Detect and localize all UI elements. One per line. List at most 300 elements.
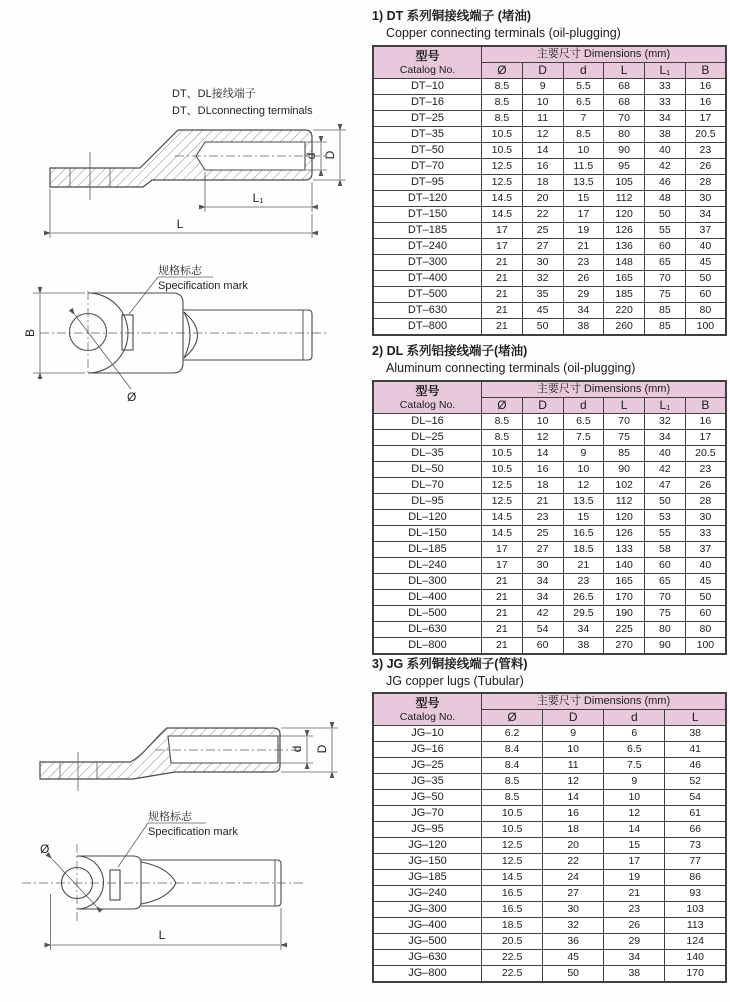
dimension-value-cell: 10 bbox=[522, 95, 563, 111]
dimension-value-cell: 8.5 bbox=[482, 430, 523, 446]
table-row bbox=[373, 590, 726, 606]
dimension-value-cell: 75 bbox=[604, 430, 645, 446]
dimension-value-cell: 15 bbox=[563, 191, 604, 207]
dimension-value-cell: 11 bbox=[543, 758, 604, 774]
dimension-value-cell: 21 bbox=[482, 574, 523, 590]
dimension-value-cell: 6.5 bbox=[563, 95, 604, 111]
table-row bbox=[373, 319, 726, 336]
dimension-value-cell: 7 bbox=[563, 111, 604, 127]
catalog-no-cell: JG–50 bbox=[373, 790, 482, 806]
catalog-no-cell: DL–70 bbox=[373, 478, 482, 494]
spec-mark-label-cn: 规格标志 bbox=[158, 265, 202, 277]
dimension-value-cell: 70 bbox=[604, 414, 645, 430]
dimension-value-cell: 33 bbox=[685, 526, 726, 542]
dimension-value-cell: 30 bbox=[685, 510, 726, 526]
dimension-value-cell: 50 bbox=[645, 494, 686, 510]
dimension-value-cell: 27 bbox=[522, 239, 563, 255]
table-row bbox=[373, 622, 726, 638]
catalog-no-cell: JG–16 bbox=[373, 742, 482, 758]
table-row bbox=[373, 806, 726, 822]
catalog-no-cell: JG–120 bbox=[373, 838, 482, 854]
dimension-value-cell: 185 bbox=[604, 287, 645, 303]
dimension-value-cell: 32 bbox=[645, 414, 686, 430]
dimension-value-cell: 19 bbox=[563, 223, 604, 239]
dimension-value-cell: 60 bbox=[522, 638, 563, 655]
dimension-column-header: D bbox=[522, 63, 563, 79]
dimension-value-cell: 90 bbox=[645, 638, 686, 655]
table-row bbox=[373, 430, 726, 446]
dimension-value-cell: 40 bbox=[645, 143, 686, 159]
dimension-value-cell: 7.5 bbox=[604, 758, 665, 774]
dimension-value-cell: 102 bbox=[604, 478, 645, 494]
dimension-value-cell: 37 bbox=[685, 223, 726, 239]
dimension-value-cell: 80 bbox=[645, 622, 686, 638]
dimension-value-cell: 26 bbox=[685, 478, 726, 494]
dimension-value-cell: 26.5 bbox=[563, 590, 604, 606]
dimension-value-cell: 17 bbox=[604, 854, 665, 870]
dimension-value-cell: 60 bbox=[685, 287, 726, 303]
dimension-value-cell: 170 bbox=[665, 966, 726, 983]
dimension-value-cell: 12.5 bbox=[482, 854, 543, 870]
dimension-value-cell: 103 bbox=[665, 902, 726, 918]
dimension-value-cell: 38 bbox=[563, 319, 604, 336]
catalog-header-cn: 型号 bbox=[415, 695, 440, 710]
catalog-header-cn: 型号 bbox=[415, 383, 440, 398]
catalog-no-cell: DT–70 bbox=[373, 159, 482, 175]
dimension-value-cell: 8.5 bbox=[482, 774, 543, 790]
dimension-value-cell: 6 bbox=[604, 726, 665, 742]
dimension-value-cell: 13.5 bbox=[563, 494, 604, 510]
dl-dimensions-table bbox=[372, 380, 727, 655]
dimension-value-cell: 10 bbox=[563, 462, 604, 478]
dimensions-header: 主要尺寸 Dimensions (mm) bbox=[482, 693, 727, 710]
table-row bbox=[373, 510, 726, 526]
table-row bbox=[373, 79, 726, 95]
dimension-value-cell: 21 bbox=[482, 638, 523, 655]
table-row bbox=[373, 287, 726, 303]
dimension-value-cell: 12.5 bbox=[482, 494, 523, 510]
dimension-value-cell: 50 bbox=[645, 207, 686, 223]
dimension-value-cell: 16 bbox=[685, 95, 726, 111]
dimension-value-cell: 112 bbox=[604, 494, 645, 510]
dimension-value-cell: 28 bbox=[685, 494, 726, 510]
dimension-value-cell: 12.5 bbox=[482, 838, 543, 854]
dimension-value-cell: 38 bbox=[604, 966, 665, 983]
dimension-value-cell: 190 bbox=[604, 606, 645, 622]
dimension-value-cell: 9 bbox=[543, 726, 604, 742]
table-row bbox=[373, 742, 726, 758]
table-row bbox=[373, 542, 726, 558]
dim-label-L1: L₁ bbox=[252, 191, 264, 205]
dimension-value-cell: 16 bbox=[685, 79, 726, 95]
catalog-no-cell: DT–630 bbox=[373, 303, 482, 319]
dimension-value-cell: 14 bbox=[604, 822, 665, 838]
dimension-value-cell: 30 bbox=[685, 191, 726, 207]
dimension-value-cell: 165 bbox=[604, 271, 645, 287]
dimension-value-cell: 260 bbox=[604, 319, 645, 336]
dimension-value-cell: 17 bbox=[685, 111, 726, 127]
table-row bbox=[373, 223, 726, 239]
dim-label-diameter: Ø bbox=[127, 390, 137, 404]
dimension-value-cell: 93 bbox=[665, 886, 726, 902]
dimension-value-cell: 8.4 bbox=[482, 758, 543, 774]
lug-bore bbox=[168, 736, 278, 763]
dimension-value-cell: 170 bbox=[604, 590, 645, 606]
dim-label-L: L bbox=[158, 928, 166, 942]
dimension-value-cell: 38 bbox=[563, 638, 604, 655]
dimension-value-cell: 32 bbox=[543, 918, 604, 934]
dimension-column-header: L bbox=[665, 710, 726, 726]
dimension-column-header: d bbox=[604, 710, 665, 726]
dimension-value-cell: 16 bbox=[543, 806, 604, 822]
catalog-no-header bbox=[373, 46, 482, 79]
catalog-no-cell: DT–25 bbox=[373, 111, 482, 127]
dimension-value-cell: 120 bbox=[604, 510, 645, 526]
dimension-value-cell: 13.5 bbox=[563, 175, 604, 191]
dimension-value-cell: 45 bbox=[543, 950, 604, 966]
catalog-no-cell: JG–70 bbox=[373, 806, 482, 822]
dimension-value-cell: 29.5 bbox=[563, 606, 604, 622]
dimension-value-cell: 60 bbox=[685, 606, 726, 622]
table-row bbox=[373, 606, 726, 622]
dimension-value-cell: 32 bbox=[522, 271, 563, 287]
dimension-value-cell: 21 bbox=[604, 886, 665, 902]
dimension-value-cell: 126 bbox=[604, 526, 645, 542]
table-row bbox=[373, 526, 726, 542]
dimension-value-cell: 14.5 bbox=[482, 510, 523, 526]
dimension-value-cell: 48 bbox=[645, 191, 686, 207]
table-row bbox=[373, 638, 726, 655]
catalog-no-cell: DL–630 bbox=[373, 622, 482, 638]
dimensions-header: 主要尺寸 Dimensions (mm) bbox=[482, 381, 727, 398]
dimension-value-cell: 55 bbox=[645, 526, 686, 542]
catalog-header-en: Catalog No. bbox=[399, 63, 456, 76]
palm-outline bbox=[88, 293, 183, 373]
dimension-value-cell: 10.5 bbox=[482, 446, 523, 462]
dimension-value-cell: 8.5 bbox=[482, 79, 523, 95]
dimension-value-cell: 41 bbox=[665, 742, 726, 758]
dimension-value-cell: 10.5 bbox=[482, 822, 543, 838]
dimension-value-cell: 47 bbox=[645, 478, 686, 494]
dimension-value-cell: 16 bbox=[522, 159, 563, 175]
dimension-value-cell: 8.5 bbox=[563, 127, 604, 143]
dimension-column-header: L₁ bbox=[645, 398, 686, 414]
table-row bbox=[373, 574, 726, 590]
catalog-no-cell: JG–35 bbox=[373, 774, 482, 790]
dimension-value-cell: 20.5 bbox=[685, 446, 726, 462]
dimension-value-cell: 14 bbox=[522, 143, 563, 159]
dimension-value-cell: 23 bbox=[522, 510, 563, 526]
catalog-no-cell: DT–150 bbox=[373, 207, 482, 223]
barrel-outline bbox=[183, 310, 312, 360]
dimension-value-cell: 12.5 bbox=[482, 175, 523, 191]
dimension-value-cell: 36 bbox=[543, 934, 604, 950]
dimension-value-cell: 10.5 bbox=[482, 143, 523, 159]
catalog-no-cell: DL–35 bbox=[373, 446, 482, 462]
crimp-transition-arc bbox=[184, 312, 190, 358]
catalog-no-cell: JG–630 bbox=[373, 950, 482, 966]
dimension-value-cell: 34 bbox=[522, 590, 563, 606]
catalog-no-header bbox=[373, 693, 482, 726]
dimension-value-cell: 16.5 bbox=[482, 902, 543, 918]
dimension-value-cell: 23 bbox=[563, 255, 604, 271]
dimension-value-cell: 68 bbox=[604, 95, 645, 111]
dimension-value-cell: 50 bbox=[685, 590, 726, 606]
dimension-column-header: L bbox=[604, 398, 645, 414]
spec-mark-area bbox=[110, 870, 120, 900]
dimension-value-cell: 45 bbox=[685, 574, 726, 590]
dimension-value-cell: 22 bbox=[543, 854, 604, 870]
dimension-value-cell: 12.5 bbox=[482, 159, 523, 175]
dimension-value-cell: 55 bbox=[645, 223, 686, 239]
dimension-value-cell: 12.5 bbox=[482, 478, 523, 494]
table-row bbox=[373, 950, 726, 966]
palm-outline bbox=[77, 856, 141, 909]
dimension-value-cell: 12 bbox=[522, 430, 563, 446]
jg-side-view-drawing bbox=[25, 712, 360, 804]
catalog-no-cell: JG–95 bbox=[373, 822, 482, 838]
dimension-value-cell: 26 bbox=[563, 271, 604, 287]
catalog-no-cell: DL–120 bbox=[373, 510, 482, 526]
dimension-value-cell: 23 bbox=[604, 902, 665, 918]
dimension-value-cell: 9 bbox=[563, 446, 604, 462]
dimension-value-cell: 52 bbox=[665, 774, 726, 790]
catalog-no-cell: DT–16 bbox=[373, 95, 482, 111]
dimension-value-cell: 61 bbox=[665, 806, 726, 822]
spec-mark-leader bbox=[129, 277, 158, 314]
dimension-value-cell: 19 bbox=[604, 870, 665, 886]
catalog-no-cell: DT–800 bbox=[373, 319, 482, 336]
dimension-value-cell: 14.5 bbox=[482, 870, 543, 886]
dimension-value-cell: 73 bbox=[665, 838, 726, 854]
jg-top-view-drawing bbox=[10, 806, 330, 958]
dimension-value-cell: 33 bbox=[645, 95, 686, 111]
table-row bbox=[373, 303, 726, 319]
dl-table-title-en: Aluminum connecting terminals (oil-plugging) bbox=[386, 361, 636, 375]
dimension-column-header: L bbox=[604, 63, 645, 79]
table-row bbox=[373, 558, 726, 574]
dimension-value-cell: 45 bbox=[522, 303, 563, 319]
dimension-value-cell: 270 bbox=[604, 638, 645, 655]
dimension-value-cell: 46 bbox=[645, 175, 686, 191]
dimension-value-cell: 8.5 bbox=[482, 414, 523, 430]
dimension-value-cell: 80 bbox=[685, 303, 726, 319]
dimension-value-cell: 68 bbox=[604, 79, 645, 95]
spec-mark-label-en: Specification mark bbox=[158, 280, 248, 292]
catalog-no-cell: DT–95 bbox=[373, 175, 482, 191]
catalog-no-cell: JG–500 bbox=[373, 934, 482, 950]
table-row bbox=[373, 239, 726, 255]
jg-table-title-en: JG copper lugs (Tubular) bbox=[386, 674, 524, 688]
dim-label-B: B bbox=[23, 328, 37, 338]
dimension-value-cell: 25 bbox=[522, 223, 563, 239]
dimension-value-cell: 17 bbox=[563, 207, 604, 223]
dimension-value-cell: 15 bbox=[563, 510, 604, 526]
dt-dl-top-view-drawing bbox=[15, 258, 355, 428]
dimension-value-cell: 148 bbox=[604, 255, 645, 271]
dimension-column-header: D bbox=[522, 398, 563, 414]
dimensions-header: 主要尺寸 Dimensions (mm) bbox=[482, 46, 727, 63]
table-row bbox=[373, 191, 726, 207]
dimension-value-cell: 18.5 bbox=[563, 542, 604, 558]
dimension-value-cell: 60 bbox=[645, 239, 686, 255]
dimension-value-cell: 12 bbox=[563, 478, 604, 494]
dimension-value-cell: 8.5 bbox=[482, 111, 523, 127]
catalog-no-cell: DT–300 bbox=[373, 255, 482, 271]
dimension-value-cell: 10.5 bbox=[482, 806, 543, 822]
dimension-value-cell: 113 bbox=[665, 918, 726, 934]
dimension-value-cell: 90 bbox=[604, 462, 645, 478]
dimension-value-cell: 27 bbox=[522, 542, 563, 558]
dimension-column-header: Ø bbox=[482, 398, 523, 414]
table-row bbox=[373, 790, 726, 806]
catalog-no-cell: DL–300 bbox=[373, 574, 482, 590]
dimension-value-cell: 20 bbox=[522, 191, 563, 207]
dimension-value-cell: 9 bbox=[522, 79, 563, 95]
table-row bbox=[373, 838, 726, 854]
dl-table-title-cn: 2) DL 系列铝接线端子(堵油) bbox=[372, 344, 528, 358]
dimension-value-cell: 15 bbox=[604, 838, 665, 854]
catalog-header-cn: 型号 bbox=[415, 48, 440, 63]
dimension-value-cell: 24 bbox=[543, 870, 604, 886]
dimension-value-cell: 6.5 bbox=[604, 742, 665, 758]
dt-table-title-cn: 1) DT 系列铜接线端子 (堵油) bbox=[372, 9, 532, 23]
dimension-value-cell: 86 bbox=[665, 870, 726, 886]
dimension-value-cell: 100 bbox=[685, 319, 726, 336]
dimension-value-cell: 11 bbox=[522, 111, 563, 127]
dimension-value-cell: 8.5 bbox=[482, 790, 543, 806]
dimension-value-cell: 5.5 bbox=[563, 79, 604, 95]
table-row bbox=[373, 478, 726, 494]
table-row bbox=[373, 143, 726, 159]
catalog-no-cell: JG–185 bbox=[373, 870, 482, 886]
dimension-value-cell: 80 bbox=[685, 622, 726, 638]
catalog-no-cell: DT–10 bbox=[373, 79, 482, 95]
catalog-no-cell: JG–240 bbox=[373, 886, 482, 902]
dimension-value-cell: 124 bbox=[665, 934, 726, 950]
dimension-value-cell: 26 bbox=[604, 918, 665, 934]
dimension-value-cell: 34 bbox=[645, 430, 686, 446]
dimension-value-cell: 112 bbox=[604, 191, 645, 207]
dimension-column-header: D bbox=[543, 710, 604, 726]
table-row bbox=[373, 414, 726, 430]
dimension-value-cell: 12 bbox=[522, 127, 563, 143]
dimension-value-cell: 60 bbox=[645, 558, 686, 574]
dimension-value-cell: 12 bbox=[543, 774, 604, 790]
dimension-value-cell: 37 bbox=[685, 542, 726, 558]
dimension-value-cell: 58 bbox=[645, 542, 686, 558]
dimension-value-cell: 12 bbox=[604, 806, 665, 822]
dimension-column-header: B bbox=[685, 398, 726, 414]
dimension-value-cell: 77 bbox=[665, 854, 726, 870]
dimension-column-header: d bbox=[563, 63, 604, 79]
diameter-leader bbox=[52, 859, 96, 906]
dimension-value-cell: 34 bbox=[685, 207, 726, 223]
catalog-no-cell: DT–185 bbox=[373, 223, 482, 239]
dimension-value-cell: 9 bbox=[604, 774, 665, 790]
dimension-value-cell: 18 bbox=[543, 822, 604, 838]
dimension-value-cell: 22.5 bbox=[482, 966, 543, 983]
dimension-value-cell: 21 bbox=[482, 319, 523, 336]
dt-dl-label-cn: DT、DL接线端子 bbox=[172, 88, 256, 100]
dimension-value-cell: 120 bbox=[604, 207, 645, 223]
dt-dl-side-view-drawing bbox=[25, 80, 370, 248]
catalog-no-cell: DL–50 bbox=[373, 462, 482, 478]
dimension-value-cell: 6.2 bbox=[482, 726, 543, 742]
catalog-no-cell: DL–400 bbox=[373, 590, 482, 606]
dimension-value-cell: 21 bbox=[482, 606, 523, 622]
table-row bbox=[373, 886, 726, 902]
catalog-no-cell: DL–95 bbox=[373, 494, 482, 510]
dimension-value-cell: 54 bbox=[522, 622, 563, 638]
dimension-value-cell: 34 bbox=[563, 303, 604, 319]
catalog-no-cell: DT–50 bbox=[373, 143, 482, 159]
dimension-value-cell: 95 bbox=[604, 159, 645, 175]
dimension-value-cell: 27 bbox=[543, 886, 604, 902]
catalog-no-cell: DL–25 bbox=[373, 430, 482, 446]
dimension-value-cell: 29 bbox=[563, 287, 604, 303]
table-row bbox=[373, 95, 726, 111]
dimension-value-cell: 11.5 bbox=[563, 159, 604, 175]
catalog-no-cell: DT–240 bbox=[373, 239, 482, 255]
dimension-value-cell: 17 bbox=[685, 430, 726, 446]
dt-table-title-en: Copper connecting terminals (oil-plugging) bbox=[386, 26, 621, 40]
dimension-value-cell: 66 bbox=[665, 822, 726, 838]
catalog-header-en: Catalog No. bbox=[399, 398, 456, 411]
dimension-value-cell: 21 bbox=[482, 255, 523, 271]
dimension-value-cell: 14.5 bbox=[482, 526, 523, 542]
dimension-value-cell: 38 bbox=[645, 127, 686, 143]
dimension-value-cell: 70 bbox=[645, 271, 686, 287]
catalog-no-cell: DT–120 bbox=[373, 191, 482, 207]
dimension-value-cell: 54 bbox=[665, 790, 726, 806]
table-row bbox=[373, 966, 726, 983]
dimension-value-cell: 26 bbox=[685, 159, 726, 175]
dimension-value-cell: 50 bbox=[543, 966, 604, 983]
dimension-value-cell: 25 bbox=[522, 526, 563, 542]
dimension-value-cell: 42 bbox=[645, 462, 686, 478]
dimension-value-cell: 53 bbox=[645, 510, 686, 526]
diameter-leader bbox=[75, 315, 131, 389]
dimension-value-cell: 70 bbox=[645, 590, 686, 606]
dimension-value-cell: 126 bbox=[604, 223, 645, 239]
dimension-value-cell: 10 bbox=[563, 143, 604, 159]
dimension-value-cell: 46 bbox=[665, 758, 726, 774]
table-row bbox=[373, 127, 726, 143]
dimension-value-cell: 23 bbox=[685, 462, 726, 478]
dimension-value-cell: 33 bbox=[645, 79, 686, 95]
catalog-no-cell: DL–185 bbox=[373, 542, 482, 558]
dimension-value-cell: 80 bbox=[604, 127, 645, 143]
dimension-value-cell: 17 bbox=[482, 223, 523, 239]
dt-dl-label-en: DT、DLconnecting terminals bbox=[172, 105, 313, 117]
dimension-value-cell: 16 bbox=[522, 462, 563, 478]
dimension-value-cell: 75 bbox=[645, 287, 686, 303]
catalog-no-cell: DL–16 bbox=[373, 414, 482, 430]
dimension-value-cell: 225 bbox=[604, 622, 645, 638]
dim-label-L: L bbox=[176, 217, 184, 231]
dimension-value-cell: 34 bbox=[645, 111, 686, 127]
dimension-value-cell: 17 bbox=[482, 558, 523, 574]
table-row bbox=[373, 207, 726, 223]
catalog-no-cell: JG–150 bbox=[373, 854, 482, 870]
dimension-value-cell: 10.5 bbox=[482, 127, 523, 143]
table-row bbox=[373, 159, 726, 175]
spec-mark-label-en: Specification mark bbox=[148, 826, 238, 838]
table-row bbox=[373, 854, 726, 870]
dim-label-d: d bbox=[304, 152, 318, 160]
catalog-no-cell: JG–400 bbox=[373, 918, 482, 934]
